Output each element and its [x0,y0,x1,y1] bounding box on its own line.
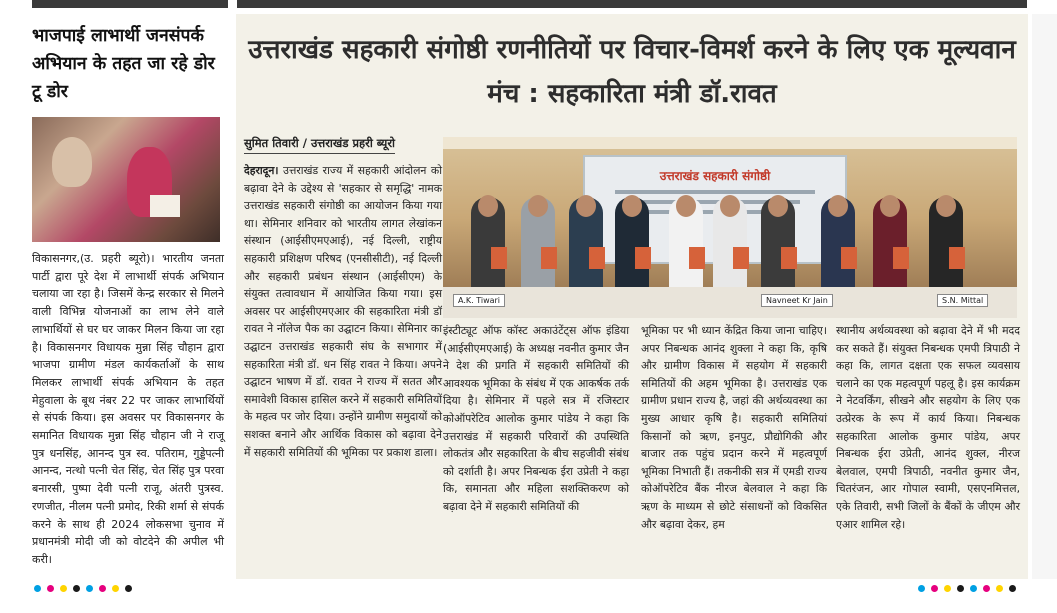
print-mark-dot [983,585,990,592]
print-mark-dot [47,585,54,592]
top-rule-right [237,0,1027,8]
top-rule-left [32,0,228,8]
print-mark-dot [918,585,925,592]
print-mark-dot [99,585,106,592]
print-mark-dot [60,585,67,592]
right-margin [1032,14,1057,579]
article-column-4: स्थानीय अर्थव्यवस्था को बढ़ावा देने में भी मदद कर सकते हैं। संयुक्त निबन्धक एमपी त्रिपाठी ने कहा कि, लागत दक्षता एक सफल व्यवसाय चलाने का एक महत्वपूर्ण पहलू है। इस कार्यक्रम ने नेटवर्किंग, सीखने और सहयोग के लिए एक उत्प्रेरक के रूप में कार्य किया। निबन्धक सहकारिता आलोक कुमार पांडेय, अपर निबन्धक ईरा उप्रेती, आनंद शुक्ल, नीरज बेलवाल, एमपी त्रिपाठी, नवनीत कुमार जैन, चितरंजन, आर गोपाल स्वामी, एसएनमित्तल, एके तिवारी, सभी जिलों के बैंकों के जीएम और एआर शामिल रहे। [836,324,1020,531]
print-mark-dot [112,585,119,592]
name-card: A.K. Tiwari [453,294,505,307]
document-paper [150,195,180,217]
left-story-body: विकासनगर,(उ. प्रहरी ब्यूरो)। भारतीय जनता पार्टी द्वारा पूरे देश में लाभार्थी संपर्क अभियान चलाया जा रहा है। जिसमें केन्द्र सरकार से मिलने वाली विभिन्न योजनाओं का लाभ लेने वाले लाभार्थियों से घर घर जाकर मिलन किया जा रहा है। विकासनगर विधायक मुन्ना सिंह चौहान द्वारा भाजपा ग्रामीण मंडल कार्यकर्ताओं के साथ मिलकर लाभार्थी संपर्क अभियान के तहत मेहुवाला के बूथ नंबर 22 पर जाकर लाभार्थियों से संपर्क किया। इस अवसर पर विकासनगर के समानित विधायक मुन्ना सिंह चौहान जी ने राजू पुत्र धनसिंह, आनन्द पुत्र स्व. पतिराम, गुड्डेपत्नी आनन्द, नत्थो पत्नी चेत सिंह, चेत सिंह पुत्र परवा बनारसी, पुष्पा देवी पत्नी राजू, अंतरी पुत्रस्व. रणजीत, नीलम पत्नी प्रमोद, रिकी शर्मा से संपर्क करने के साथ ही 2024 लोकसभा चुनाव में प्रधानमंत्री मोदी जी को वोटदेने की अपील भी करी। [32,252,224,566]
article-column-3: भूमिका पर भी ध्यान केंद्रित किया जाना चाहिए। अपर निबन्धक आनंद शुक्ला ने कहा कि, कृषि और ग्रामीण विकास में सहयोग में सहकारी समितियों की अहम भूमिका है। उत्तराखंड एक ग्रामीण प्रधान राज्य है, जहां की अर्थव्यवस्था का मुख्य आधार कृषि है। सहकारी समितियां किसानों को ऋण, इनपुट, प्रौद्योगिकी और बाजार तक पहुंच प्रदान करने में महत्वपूर्ण भूमिका निभाती हैं। तकनीकी सत्र में एमडी राज्य कोऑपरेटिव बैंक नीरज बेलवाल ने कहा कि ऋण के माध्यम से छोटे संसाधनों को विकसित और बढ़ावा देकर, हम [641,324,827,531]
article-column-1 [244,162,442,461]
name-card: Navneet Kr Jain [761,294,833,307]
print-mark-dot [944,585,951,592]
print-mark-dot [125,585,132,592]
left-story [28,14,226,579]
print-mark-dot [73,585,80,592]
print-mark-dot [34,585,41,592]
left-story-headline: भाजपाई लाभार्थी जनसंपर्क अभियान के तहत जा रहे डोर टू डोर [32,26,215,102]
print-mark-dot [86,585,93,592]
person-figure [52,137,92,187]
column-text: उत्तराखंड राज्य में सहकारी आंदोलन को बढ़ावा देने के उद्देश्य से 'सहकार से समृद्धि' नामक उत्तराखंड सहकारी संगोष्ठी का आयोजन किया गया था। सेमिनार शनिवार को भारतीय लागत लेखांकन संस्थान (आईसीएमएआई), नई दिल्ली, राष्ट्रीय सहकारी प्रशिक्षण परिषद (एनसीसीटी), नई दिल्ली और सहकारी प्रबंधन संस्थान (आईसीएम) के संयुक्त तत्वावधान में आयोजित किया गया। इस अवसर पर आईसीएमएआर की सहकारिता मंत्री डॉ रावत ने नॉलेज पैक का उद्घाटन किया। सेमिनार का उद्घाटन उत्तराखंड सहकारी संघ के सभागार में सहकारिता मंत्री डॉ. धन सिंह रावत ने किया। अपने उद्घाटन भाषण में डॉ. रावत ने राज्य में सतत और समावेशी विकास हासिल करने में सहकारी समितियों के महत्व पर जोर दिया। उन्होंने ग्रामीण समुदायों को सशक्त बनाने और आर्थिक विकास को बढ़ावा देने में सहकारी समितियों की भूमिका पर प्रकाश डाला। [244,164,442,459]
left-story-photo [32,117,220,242]
stage-table [443,287,1017,318]
name-card: S.N. Mittal [937,294,988,307]
main-story-headline: उत्तराखंड सहकारी संगोष्ठी रणनीतियों पर विचार-विमर्श करने के लिए एक मूल्यवान मंच : सहकारिता मंत्री डॉ.रावत [248,35,1016,109]
print-mark-dot [996,585,1003,592]
byline: सुमित तिवारी / उत्तराखंड प्रहरी ब्यूरो [244,136,395,154]
banner-title: उत्तराखंड सहकारी संगोष्ठी [659,169,771,183]
registration-marks-left [34,585,132,592]
registration-marks-right [918,585,1016,592]
dateline: देहरादून। [244,164,279,177]
print-mark-dot [970,585,977,592]
print-mark-dot [1009,585,1016,592]
event-photo [443,137,1017,318]
print-mark-dot [957,585,964,592]
print-mark-dot [931,585,938,592]
ceiling-lights [443,137,1017,149]
article-column-2: इंस्टीट्यूट ऑफ कॉस्ट अकाउंटेंट्स ऑफ इंडिया (आईसीएमएआई) के अध्यक्ष नवनीत कुमार जैन ने देश की प्रगति में सहकारी समितियों की आवश्यक भूमिका के संबंध में एक आकर्षक तर्क दिया है। सेमिनार में पहले सत्र में रजिस्टार कोऑपरेटिव आलोक कुमार पांडेय ने कहा कि उत्तराखंड में सहकारी परिवारों की उपस्थिति लोकतंत्र और सहकारिता के बीच सहजीवी संबंध को दर्शाती है। अपर निबन्धक ईरा उप्रेती ने कहा कि, समानता और महिला सशक्तिकरण को बढ़ावा देने में सहकारी समितियों की [443,324,629,513]
main-story [236,14,1028,579]
